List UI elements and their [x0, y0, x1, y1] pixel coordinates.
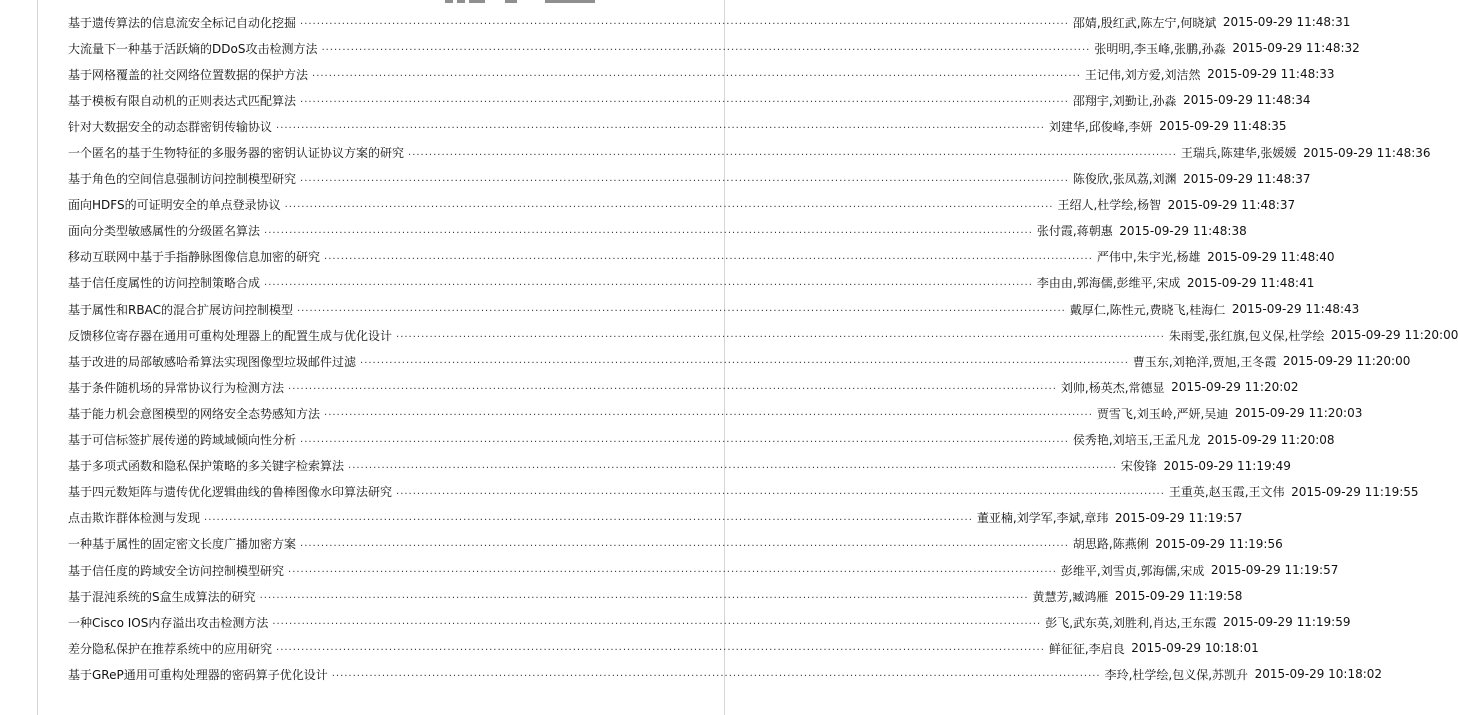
article-row: [68, 661, 1383, 687]
article-authors: 黄慧芳,臧鸿雁: [1032, 589, 1109, 604]
article-authors: 王重英,赵玉霞,王文伟: [1168, 485, 1285, 500]
article-title-link[interactable]: 基于改进的局部敏感哈希算法实现图像型垃圾邮件过滤: [68, 354, 357, 369]
article-date: 2015-09-29 11:48:43: [1231, 302, 1360, 317]
article-date: 2015-09-29 11:19:57: [1114, 510, 1243, 525]
article-date: 2015-09-29 10:18:02: [1254, 667, 1383, 682]
dot-leader: [264, 225, 1033, 237]
article-row: [68, 166, 1311, 192]
article-row: [68, 61, 1335, 87]
article-authors: 胡思路,陈燕俐: [1072, 537, 1149, 552]
article-title-link[interactable]: 移动互联网中基于手指静脉图像信息加密的研究: [68, 250, 321, 265]
article-title-link[interactable]: 基于模板有限自动机的正则表达式匹配算法: [68, 93, 297, 108]
dot-leader: [264, 277, 1033, 289]
article-authors: 张明明,李玉峰,张鹏,孙淼: [1094, 41, 1226, 56]
article-authors: 王瑞兵,陈建华,张媛媛: [1180, 146, 1297, 161]
dot-leader: [332, 668, 1101, 680]
article-row: [68, 479, 1419, 505]
article-row: [68, 635, 1259, 661]
dot-leader: [285, 199, 1054, 211]
article-authors: 鲜征征,李启良: [1048, 641, 1125, 656]
article-date: 2015-09-29 11:19:49: [1163, 458, 1291, 473]
article-authors: 刘建华,邱俊峰,李妍: [1048, 119, 1153, 134]
article-date: 2015-09-29 11:48:41: [1186, 275, 1315, 290]
article-title-link[interactable]: 基于GReP通用可重构处理器的密码算子优化设计: [68, 667, 328, 682]
article-title-link[interactable]: 基于混沌系统的S盒生成算法的研究: [68, 589, 256, 604]
article-title-link[interactable]: 反馈移位寄存器在通用可重构处理器上的配置生成与优化设计: [68, 328, 393, 343]
article-date: 2015-09-29 11:48:36: [1303, 145, 1431, 160]
article-title-link[interactable]: 基于四元数矩阵与遗传优化逻辑曲线的鲁棒图像水印算法研究: [68, 485, 393, 500]
article-title-link[interactable]: 基于条件随机场的异常协议行为检测方法: [68, 380, 285, 395]
article-date: 2015-09-29 11:48:37: [1167, 197, 1296, 212]
article-authors: 朱雨雯,张红旗,包义保,杜学绘: [1168, 328, 1325, 343]
dot-leader: [260, 590, 1029, 602]
article-row: [68, 218, 1247, 244]
article-date: 2015-09-29 11:48:34: [1183, 93, 1311, 108]
article-authors: 李由由,郭海儒,彭维平,宋成: [1036, 276, 1181, 291]
article-date: 2015-09-29 11:20:08: [1207, 432, 1335, 447]
article-authors: 彭维平,刘雪贞,郭海儒,宋成: [1060, 563, 1205, 578]
article-authors: 彭飞,武东英,刘胜利,肖达,王东霞: [1045, 615, 1217, 630]
article-row: [68, 427, 1335, 453]
article-authors: 曹玉东,刘艳洋,贾旭,王冬霞: [1132, 354, 1277, 369]
article-date: 2015-09-29 11:19:56: [1155, 536, 1283, 551]
article-date: 2015-09-29 11:48:40: [1207, 249, 1335, 264]
article-authors: 戴厚仁,陈性元,费晓飞,桂海仁: [1069, 302, 1226, 317]
article-row: [68, 557, 1339, 583]
article-row: [68, 505, 1243, 531]
dot-leader: [276, 642, 1045, 654]
article-title-link[interactable]: 一种基于属性的固定密文长度广播加密方案: [68, 537, 297, 552]
article-title-link[interactable]: 基于角色的空间信息强制访问控制模型研究: [68, 172, 297, 187]
dot-leader: [312, 68, 1081, 80]
article-date: 2015-09-29 11:19:55: [1291, 484, 1419, 499]
article-title-link[interactable]: 基于可信标签扩展传递的跨域域倾向性分析: [68, 433, 297, 448]
article-row: [68, 453, 1291, 479]
article-date: 2015-09-29 11:48:35: [1159, 119, 1287, 134]
article-date: 2015-09-29 11:20:00: [1330, 328, 1458, 343]
dot-leader: [297, 303, 1066, 315]
article-row: [68, 113, 1287, 139]
article-date: 2015-09-29 11:48:33: [1207, 67, 1335, 82]
dot-leader: [408, 147, 1177, 159]
article-row: [68, 244, 1335, 270]
dot-leader: [321, 42, 1090, 54]
article-title-link[interactable]: 差分隐私保护在推荐系统中的应用研究: [68, 641, 273, 656]
dot-leader: [396, 329, 1165, 341]
page-frame-left-border: [37, 0, 38, 715]
dot-leader: [396, 486, 1165, 498]
article-authors: 陈俊欣,张凤荔,刘渊: [1072, 172, 1177, 187]
article-title-link[interactable]: 基于网格覆盖的社交网络位置数据的保护方法: [68, 67, 309, 82]
article-title-link[interactable]: 一个匿名的基于生物特征的多服务器的密钥认证协议方案的研究: [68, 146, 405, 161]
article-authors: 严伟中,朱宇光,杨雄: [1096, 250, 1201, 265]
cropped-previous-row: [445, 0, 595, 3]
article-row: [68, 9, 1351, 35]
dot-leader: [276, 120, 1045, 132]
article-date: 2015-09-29 10:18:01: [1131, 641, 1259, 656]
article-row: [68, 400, 1363, 426]
article-title-link[interactable]: 基于能力机会意图模型的网络安全态势感知方法: [68, 406, 321, 421]
dot-leader: [300, 16, 1069, 28]
article-date: 2015-09-29 11:20:00: [1282, 354, 1411, 369]
dot-leader: [324, 251, 1093, 263]
article-authors: 侯秀艳,刘培玉,王孟凡龙: [1072, 433, 1201, 448]
dot-leader: [360, 355, 1129, 367]
article-row: [68, 139, 1431, 165]
article-authors: 宋俊锋: [1120, 459, 1157, 474]
article-authors: 邵翔宇,刘勤让,孙淼: [1072, 93, 1177, 108]
article-title-link[interactable]: 面向分类型敏感属性的分级匿名算法: [68, 224, 261, 239]
dot-leader: [204, 512, 973, 524]
dot-leader: [288, 381, 1057, 393]
article-row: [68, 35, 1360, 61]
dot-leader: [300, 94, 1069, 106]
article-authors: 王记伟,刘方爱,刘洁然: [1084, 67, 1201, 82]
article-title-link[interactable]: 基于遗传算法的信息流安全标记自动化挖掘: [68, 15, 297, 30]
dot-leader: [300, 173, 1069, 185]
article-date: 2015-09-29 11:48:37: [1183, 171, 1311, 186]
article-title-link[interactable]: 基于多项式函数和隐私保护策略的多关键字检索算法: [68, 459, 345, 474]
article-row: [68, 609, 1351, 635]
article-title-link[interactable]: 一种Cisco IOS内存溢出攻击检测方法: [68, 615, 269, 630]
article-row: [68, 374, 1299, 400]
article-date: 2015-09-29 11:19:57: [1210, 563, 1339, 578]
article-date: 2015-09-29 11:48:38: [1119, 223, 1247, 238]
article-authors: 董亚楠,刘学军,李斌,章玮: [976, 511, 1109, 526]
article-authors: 李玲,杜学绘,包义保,苏凯升: [1104, 667, 1249, 682]
article-authors: 贾雪飞,刘玉岭,严妍,吴迪: [1096, 406, 1229, 421]
article-row: [68, 296, 1360, 322]
article-row: [68, 192, 1296, 218]
article-date: 2015-09-29 11:48:32: [1232, 41, 1360, 56]
article-authors: 邵婧,殷红武,陈左宁,何晓斌: [1072, 15, 1217, 30]
dot-leader: [324, 407, 1093, 419]
article-row: [68, 583, 1243, 609]
article-list: [68, 9, 1458, 687]
article-row: [68, 87, 1311, 113]
article-title-link[interactable]: 基于属性和RBAC的混合扩展访问控制模型: [68, 302, 293, 317]
article-date: 2015-09-29 11:19:58: [1114, 589, 1243, 604]
dot-leader: [300, 434, 1069, 446]
article-authors: 张付霞,蒋朝惠: [1036, 224, 1113, 239]
article-title-link[interactable]: 点击欺诈群体检测与发现: [68, 511, 201, 526]
article-title-link[interactable]: 大流量下一种基于活跃熵的DDoS攻击检测方法: [68, 41, 318, 56]
article-date: 2015-09-29 11:20:03: [1234, 406, 1363, 421]
article-title-link[interactable]: 针对大数据安全的动态群密钥传输协议: [68, 119, 273, 134]
dot-leader: [272, 616, 1041, 628]
article-date: 2015-09-29 11:20:02: [1171, 380, 1299, 395]
article-authors: 王绍人,杜学绘,杨智: [1057, 198, 1162, 213]
article-row: [68, 270, 1315, 296]
article-row: [68, 531, 1283, 557]
article-row: [68, 348, 1411, 374]
dot-leader: [288, 564, 1057, 576]
dot-leader: [348, 460, 1117, 472]
article-title-link[interactable]: 基于信任度的跨域安全访问控制模型研究: [68, 563, 285, 578]
article-date: 2015-09-29 11:19:59: [1223, 615, 1351, 630]
article-title-link[interactable]: 面向HDFS的可证明安全的单点登录协议: [68, 198, 281, 213]
article-authors: 刘帅,杨英杰,常德显: [1060, 380, 1165, 395]
dot-leader: [300, 538, 1069, 550]
article-row: [68, 322, 1458, 348]
article-title-link[interactable]: 基于信任度属性的访问控制策略合成: [68, 276, 261, 291]
article-date: 2015-09-29 11:48:31: [1222, 15, 1351, 30]
